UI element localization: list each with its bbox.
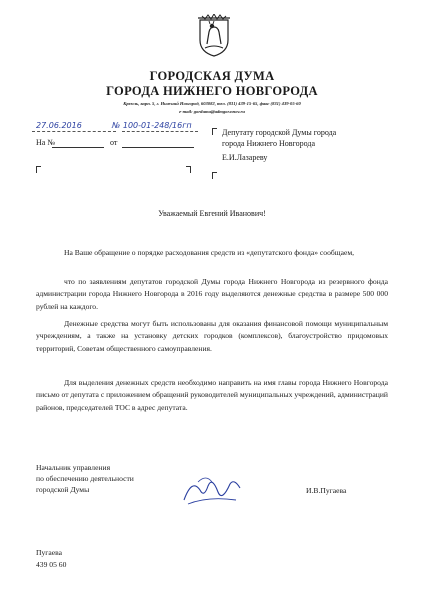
- recipient-bracket-bottom: [212, 172, 217, 179]
- org-address: Кремль, корп. 5, г. Нижний Новгород, 603082, тел. (831) 439-15-65, факс (831) 439-05-60: [123, 101, 301, 106]
- signatory-title-line2: по обеспечению деятельности: [36, 474, 134, 483]
- registration-date-line: [32, 131, 116, 132]
- recipient-line1: Депутату городской Думы города: [222, 128, 337, 137]
- reference-date-line: [122, 147, 194, 148]
- registration-number-line: [122, 131, 198, 132]
- body-paragraph-2: что по заявлениям депутатов городской Думы города Нижнего Новгорода из резервного фонда администрации города Нижнего Новгорода в 2016 году выделяются денежные средства в размере 500 000 рублей на каждого.: [36, 277, 388, 311]
- signatory-title-line3: городской Думы: [36, 485, 90, 494]
- org-name-line2: ГОРОДА НИЖНЕГО НОВГОРОДА: [106, 84, 318, 98]
- reference-number-line: [52, 147, 104, 148]
- signatory-title: [36, 462, 176, 495]
- recipient-name: Е.И.Лазареву: [222, 153, 268, 162]
- corner-bracket-left: [36, 166, 41, 173]
- signatory-name: И.В.Пугаева: [306, 486, 347, 495]
- signatory-title-line1: Начальник управления: [36, 463, 111, 472]
- handwritten-signature: [178, 470, 248, 510]
- body-paragraph-1: На Ваше обращение о порядке расходования средств из «депутатского фонда» сообщаем,: [64, 248, 355, 257]
- greeting: Уважаемый Евгений Иванович!: [158, 209, 266, 218]
- reference-number-label: На №: [36, 138, 55, 147]
- corner-bracket-right: [186, 166, 191, 173]
- org-email: e-mail: gorduma@admgor.nnov.ru: [179, 109, 245, 114]
- performer-phone: 439 05 60: [36, 560, 67, 569]
- performer-name: Пугаева: [36, 548, 62, 557]
- registration-date: 27.06.2016: [36, 121, 82, 130]
- body-paragraph-3: Денежные средства могут быть использованы для оказания финансовой помощи муниципальным учреждениям, а также на установку детских городков (комплексов), благоустройство придомовых территорий, Советам общественного самоуправления.: [36, 319, 388, 353]
- reference-date-label: от: [110, 138, 118, 147]
- registration-number: № 100-01-248/16гп: [112, 121, 192, 130]
- coat-of-arms-icon: [196, 14, 232, 58]
- recipient-line2: города Нижнего Новгорода: [222, 139, 315, 148]
- org-name-line1: ГОРОДСКАЯ ДУМА: [149, 69, 275, 83]
- body-paragraph-4: Для выделения денежных средств необходимо направить на имя главы города Нижнего Новгорода письмо от депутата с приложением обращений руководителей муниципальных учреждений, администраций районов, председателей ТОС в адрес депутата.: [36, 378, 388, 412]
- recipient-block: [222, 127, 382, 149]
- recipient-bracket-left: [212, 128, 217, 135]
